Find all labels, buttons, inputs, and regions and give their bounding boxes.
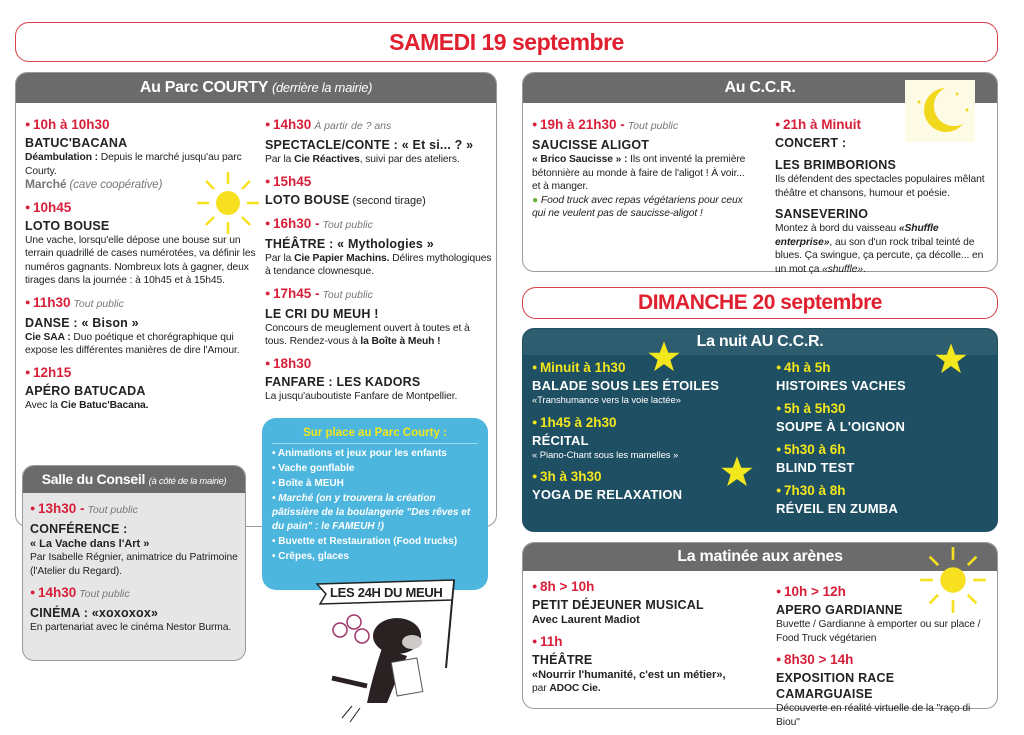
event-description: [25, 234, 260, 288]
event-description: [532, 394, 762, 408]
event-description: [265, 322, 493, 349]
description-segment: «Transhumance vers la voie lactée»: [532, 395, 681, 406]
time-label: 13h30 -: [37, 501, 85, 516]
event: [265, 173, 493, 209]
nuit-header: La nuit AU C.C.R.: [523, 329, 997, 355]
title-text: EXPOSITION RACE CAMARGUAISE: [776, 671, 895, 701]
description-segment: Buvette / Gardianne à emporter ou sur place / Food Truck végétarien: [776, 619, 981, 644]
event-subtitle: «Nourrir l'humanité, c'est un métier»,: [532, 669, 726, 681]
time-label: Minuit à 1h30: [539, 360, 626, 375]
description-segment: Concours de meuglement ouvert à toutes et à tous. Rendez-vous à: [265, 322, 470, 347]
event-time: [25, 294, 260, 313]
event: [776, 400, 976, 435]
parc-right-column: [265, 116, 493, 409]
event-description: [776, 618, 994, 645]
title-text: SPECTACLE/CONTE : « Et si... ? »: [265, 138, 474, 152]
logo-banner-text: LES 24H DU MEUH: [330, 585, 443, 600]
time-label: 5h30 à 6h: [783, 442, 846, 457]
event-title: [776, 670, 994, 702]
event-title: [776, 419, 976, 435]
time-label: 12h15: [32, 364, 72, 380]
event-time: [532, 578, 762, 595]
event-time: [30, 500, 242, 519]
title-text: HISTOIRES VACHES: [776, 378, 906, 393]
description-segment: «shuffle»: [822, 263, 863, 275]
description-segment: Cie Papier Machins.: [294, 252, 390, 264]
event-title: [532, 433, 762, 449]
title-text: PETIT DÉJEUNER MUSICAL: [532, 598, 704, 612]
section-title: Au Parc COURTY: [139, 79, 268, 96]
description-segment: En partenariat avec le cinéma Nestor Burma.: [30, 622, 232, 633]
event-time: [532, 414, 762, 431]
title-text: DANSE : « Bison »: [25, 315, 139, 330]
description-segment: Cie Batuc'Bacana.: [60, 399, 149, 411]
event-title: [30, 605, 242, 621]
description-segment: .: [862, 263, 866, 275]
event: [775, 116, 993, 151]
title-text: SAUCISSE ALIGOT: [532, 138, 650, 152]
event: [30, 584, 242, 635]
title-text: LE CRI DU MEUH !: [265, 306, 379, 321]
description-segment: La jusqu'auboutiste Fanfare de Montpellier.: [265, 390, 458, 402]
title-text: THÉÂTRE : « Mythologies »: [265, 236, 434, 251]
time-label: 7h30 à 8h: [783, 483, 846, 498]
event: [25, 364, 260, 413]
event-title: [265, 306, 493, 322]
event-description: [532, 682, 762, 696]
event-description: [265, 252, 493, 279]
time-label: 19h à 21h30 -: [539, 117, 625, 132]
time-label: 11h30: [32, 294, 71, 310]
matinee-header: La matinée aux arènes: [523, 543, 997, 571]
event: [532, 633, 762, 696]
time-label: 15h45: [272, 173, 312, 189]
ccr-header: Au C.C.R.: [523, 73, 997, 103]
list-item: • Boîte à MEUH: [272, 478, 344, 489]
title-text: YOGA DE RELAXATION: [532, 487, 683, 502]
event-title: [532, 487, 762, 503]
event-description: [25, 399, 260, 413]
time-label: 10h à 10h30: [32, 117, 110, 132]
description-segment: Cie SAA :: [25, 331, 71, 343]
event-time: [265, 116, 493, 135]
description-segment: Ils ont inventé la première bétonnière au monde à faire de l'aligot ! À voir... et à manger.: [532, 154, 746, 192]
event-title: [775, 135, 993, 151]
star-icon: [720, 455, 754, 489]
event: [265, 355, 493, 404]
time-label: 18h30: [272, 355, 312, 371]
event-title: [265, 192, 493, 209]
description-segment: Une vache, lorsqu'elle dépose une bouse sur un terrain quadrillé de cases numérotées, va définir les numéros gagnants. Nombreux lots à gagner, deux tirages dans la journée : à 10h45 et à 15h45.: [25, 234, 256, 286]
time-label: 14h30: [272, 117, 312, 132]
event: [265, 285, 493, 349]
event-title: [265, 137, 493, 153]
description-segment: Découverte en réalité virtuelle de la "raço di Biou": [776, 703, 971, 728]
sunday-title: DIMANCHE 20 septembre: [522, 287, 998, 319]
audience-note: Tout public: [73, 297, 124, 310]
description-segment: Depuis le marché jusqu'au parc Courty.: [25, 152, 242, 177]
event-title: [776, 460, 976, 476]
event-title: [532, 378, 762, 394]
event-time: [265, 285, 493, 304]
description-segment: Ils défendent des spectacles populaires mêlant théâtre et chansons, humour et poésie.: [775, 174, 985, 199]
description-segment: par: [532, 683, 550, 694]
event-time: [30, 584, 242, 603]
section-note: (à côté de la mairie): [148, 476, 227, 487]
event-time: [265, 355, 493, 372]
description-segment: Duo poétique et chorégraphique qui expose les différentes manières de dire l'Amour.: [25, 331, 240, 356]
event-title: [776, 501, 976, 517]
title-text: CONFÉRENCE :: [30, 522, 128, 536]
salle-column: [30, 500, 242, 641]
title-text: APÉRO BATUCADA: [25, 383, 146, 398]
event-time: [776, 482, 976, 499]
sun-icon: [195, 170, 261, 236]
description-segment: « Brico Saucisse » :: [532, 154, 628, 165]
time-label: 1h45 à 2h30: [539, 414, 617, 430]
event: [776, 651, 994, 729]
nuit-right-column: [776, 359, 976, 523]
event-description: [25, 331, 260, 358]
event: [532, 578, 762, 627]
event-title: [532, 137, 748, 153]
event: [776, 441, 976, 476]
event-time: [532, 116, 748, 135]
description-segment: ADOC Cie.: [549, 683, 601, 694]
event-time: [25, 116, 260, 133]
title-text: BATUC'BACANA: [25, 136, 128, 150]
event-title: [775, 157, 993, 173]
description-segment: Par la: [265, 252, 295, 264]
event-time: [776, 400, 976, 417]
description-segment: (cave coopérative): [66, 179, 163, 191]
title-text: LES BRIMBORIONS: [775, 158, 897, 172]
info-icon: ●: [532, 194, 541, 206]
description-segment: la Boîte à Meuh !: [360, 336, 441, 347]
event-title: [25, 135, 260, 151]
description-segment: Délires mythologiques à tendance clownesque.: [265, 252, 492, 277]
list-item: • Buvette et Restauration (Food trucks): [272, 536, 458, 547]
title-text: FANFARE : LES KADORS: [265, 374, 421, 389]
star-icon: [647, 340, 681, 374]
list-item: • Animations et jeux pour les enfants: [272, 448, 447, 459]
description-segment: Marché: [25, 177, 67, 191]
description-segment: Food truck avec repas végétariens pour ceux qui ne veulent pas de saucisse-aligot !: [532, 194, 743, 219]
matinee-left-column: [532, 578, 762, 702]
event-subtitle: « La Vache dans l'Art »: [30, 538, 150, 550]
title-text: APERO GARDIANNE: [776, 603, 903, 617]
description-segment: Par Isabelle Régnier, animatrice du Patrimoine (l'Atelier du Regard).: [30, 552, 238, 577]
event-title: [265, 374, 493, 390]
event-title: [532, 597, 762, 613]
event-title: [25, 315, 260, 331]
title-text: SANSEVERINO: [775, 207, 869, 221]
sun-icon: [918, 545, 988, 615]
description-segment: « Piano-Chant sous les mamelles »: [532, 449, 679, 461]
title-text: RÉVEIL EN ZUMBA: [776, 501, 898, 516]
description-segment: Déambulation :: [25, 152, 98, 163]
list-item: • Vache gonflable: [272, 463, 355, 474]
time-label: 10h45: [32, 199, 72, 215]
title-text: CONCERT :: [775, 136, 847, 150]
time-label: 5h à 5h30: [783, 401, 846, 416]
audience-note: Tout public: [322, 288, 373, 301]
event: [25, 294, 260, 358]
event-description: [30, 551, 242, 578]
description-segment: «Shuffle enterprise»: [775, 223, 939, 248]
event: [265, 215, 493, 279]
title-text: BLIND TEST: [776, 460, 855, 475]
description-segment: Cie Réactives: [294, 154, 360, 165]
event-subtitle: Avec Laurent Madiot: [532, 614, 640, 626]
event-time: [776, 441, 976, 458]
description-segment: Avec la: [25, 399, 61, 411]
star-icon: [934, 342, 968, 376]
event-description: [265, 153, 493, 167]
event: [30, 500, 242, 578]
event-description: [775, 222, 993, 276]
event: [265, 116, 493, 167]
title-text: LOTO BOUSE: [25, 218, 110, 233]
time-label: 17h45 -: [272, 285, 320, 301]
event-time: [775, 116, 993, 133]
time-label: 4h à 5h: [783, 360, 831, 375]
description-segment: Montez à bord du vaisseau: [775, 223, 899, 234]
time-label: 8h > 10h: [539, 579, 595, 594]
event-time: [776, 651, 994, 668]
title-text: SOUPE À L'OIGNON: [776, 419, 906, 434]
list-item: • Marché (on y trouvera la création pâtissière de la boulangerie "Des rêves et du pain" : le FAMEUH !): [272, 493, 471, 532]
audience-note: Tout public: [322, 218, 373, 231]
event: [532, 116, 748, 221]
sur-place-box: [262, 418, 488, 590]
title-text: CINÉMA : «xoxoxox»: [30, 606, 159, 620]
time-label: 10h > 12h: [783, 584, 846, 599]
description-segment: , au son d'un rock tribal teinté de blues. Ça swingue, ça percute, ça décolle... en un mot ça: [775, 236, 984, 275]
title-text: BALADE SOUS LES ÉTOILES: [532, 378, 720, 393]
meuh-logo: [312, 578, 462, 723]
description-segment: , suivi par des ateliers.: [359, 154, 460, 165]
event-title: [265, 236, 493, 252]
audience-note: Tout public: [79, 588, 130, 600]
ccr-right-column: [775, 116, 993, 282]
event: [776, 482, 976, 517]
time-label: 8h30 > 14h: [783, 652, 854, 667]
salle-header: [23, 466, 245, 493]
event-time: [265, 215, 493, 234]
event-description: [532, 153, 748, 221]
audience-note: Tout public: [87, 504, 138, 516]
title-text: LOTO BOUSE: [265, 192, 350, 207]
event-time: [265, 173, 493, 190]
event-title: [776, 378, 976, 394]
event-title: [25, 383, 260, 399]
audience-note: Tout public: [627, 120, 679, 132]
event-time: [25, 364, 260, 381]
parc-courty-header: [16, 73, 496, 103]
section-title: Salle du Conseil: [41, 471, 146, 487]
time-label: 21h à Minuit: [782, 117, 861, 132]
title-note: (second tirage): [349, 194, 426, 207]
sur-place-title: Sur place au Parc Courty :: [272, 426, 478, 444]
ccr-left-column: [532, 116, 748, 227]
time-label: 14h30: [37, 585, 77, 600]
title-text: RÉCITAL: [532, 432, 589, 448]
section-note: (derrière la mairie): [271, 80, 373, 95]
time-label: 11h: [539, 634, 563, 649]
audience-note: À partir de ? ans: [314, 120, 392, 132]
saturday-title: SAMEDI 19 septembre: [15, 22, 998, 62]
time-label: 16h30 -: [272, 215, 320, 231]
event-title: [775, 206, 993, 222]
event-description: [265, 390, 493, 404]
event-description: [30, 621, 242, 635]
list-item: • Crêpes, glaces: [272, 551, 349, 562]
event: [775, 206, 993, 276]
event-title: [532, 652, 762, 668]
description-segment: Par la: [265, 154, 295, 165]
time-label: 3h à 3h30: [539, 469, 602, 484]
parc-left-column: [25, 116, 260, 418]
event-description: [775, 173, 993, 200]
event-title: [30, 521, 242, 537]
event: [775, 157, 993, 200]
event-time: [532, 633, 762, 650]
title-text: THÉÂTRE: [532, 653, 593, 667]
